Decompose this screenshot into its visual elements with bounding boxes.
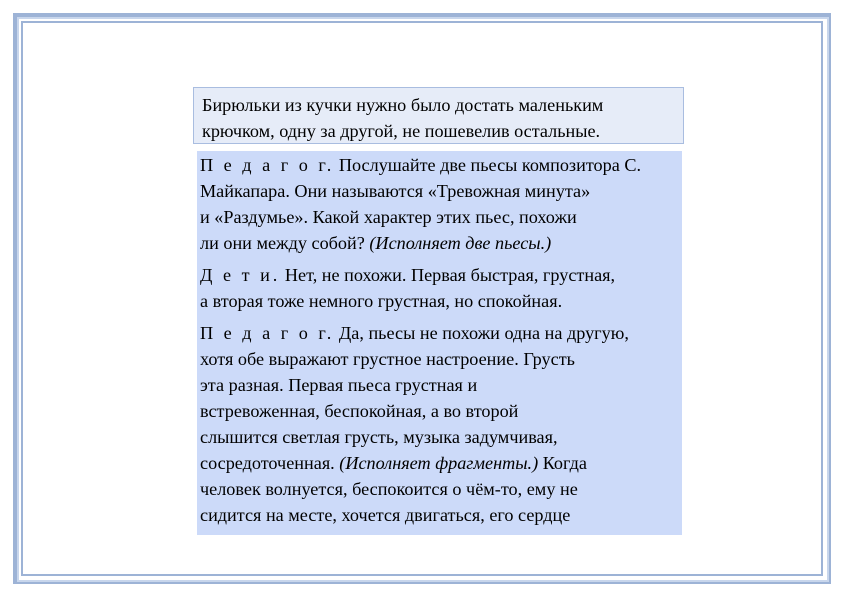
speaker-name: П е д а г о г. bbox=[200, 323, 335, 343]
dialog-paragraph-teacher-1 bbox=[200, 152, 682, 256]
stage-direction: (Исполняет две пьесы.) bbox=[369, 233, 552, 253]
dialog-text: Да, пьесы не похожи одна на другую, bbox=[334, 323, 629, 343]
dialog-text: сосредоточенная. bbox=[200, 453, 340, 473]
speaker-name: Д е т и. bbox=[200, 265, 281, 285]
dialog-text-box bbox=[197, 151, 682, 535]
dialog-paragraph-teacher-2 bbox=[200, 320, 682, 528]
dialog-line bbox=[200, 320, 682, 346]
dialog-line: слышится светлая грусть, музыка задумчивая, bbox=[200, 427, 558, 447]
dialog-line: эта разная. Первая пьеса грустная и bbox=[200, 375, 478, 395]
speaker-name: П е д а г о г. bbox=[200, 155, 335, 175]
caption-text-box bbox=[193, 87, 684, 144]
caption-line: Бирюльки из кучки нужно было достать маленьким bbox=[202, 95, 604, 115]
dialog-line bbox=[200, 262, 682, 288]
dialog-text: ли они между собой? bbox=[200, 233, 370, 253]
dialog-text: Послушайте две пьесы композитора С. bbox=[334, 155, 642, 175]
dialog-line: и «Раздумье». Какой характер этих пьес, похожи bbox=[200, 207, 577, 227]
dialog-line: Майкапара. Они называются «Тревожная минута» bbox=[200, 181, 591, 201]
dialog-line: сидится на месте, хочется двигаться, его сердце bbox=[200, 505, 571, 525]
dialog-line bbox=[200, 450, 682, 476]
dialog-line: человек волнуется, беспокоится о чём-то, ему не bbox=[200, 479, 578, 499]
dialog-line: встревоженная, беспокойная, а во второй bbox=[200, 401, 519, 421]
dialog-line: а вторая тоже немного грустная, но спокойная. bbox=[200, 291, 563, 311]
dialog-line: хотя обе выражают грустное настроение. Грусть bbox=[200, 349, 575, 369]
dialog-line bbox=[200, 230, 682, 256]
dialog-text: Когда bbox=[538, 453, 587, 473]
caption-line: крючком, одну за другой, не пошевелив остальные. bbox=[202, 121, 601, 141]
dialog-text: Нет, не похожи. Первая быстрая, грустная, bbox=[280, 265, 616, 285]
stage-direction: (Исполняет фрагменты.) bbox=[339, 453, 539, 473]
dialog-paragraph-children bbox=[200, 262, 682, 314]
dialog-line bbox=[200, 152, 682, 178]
